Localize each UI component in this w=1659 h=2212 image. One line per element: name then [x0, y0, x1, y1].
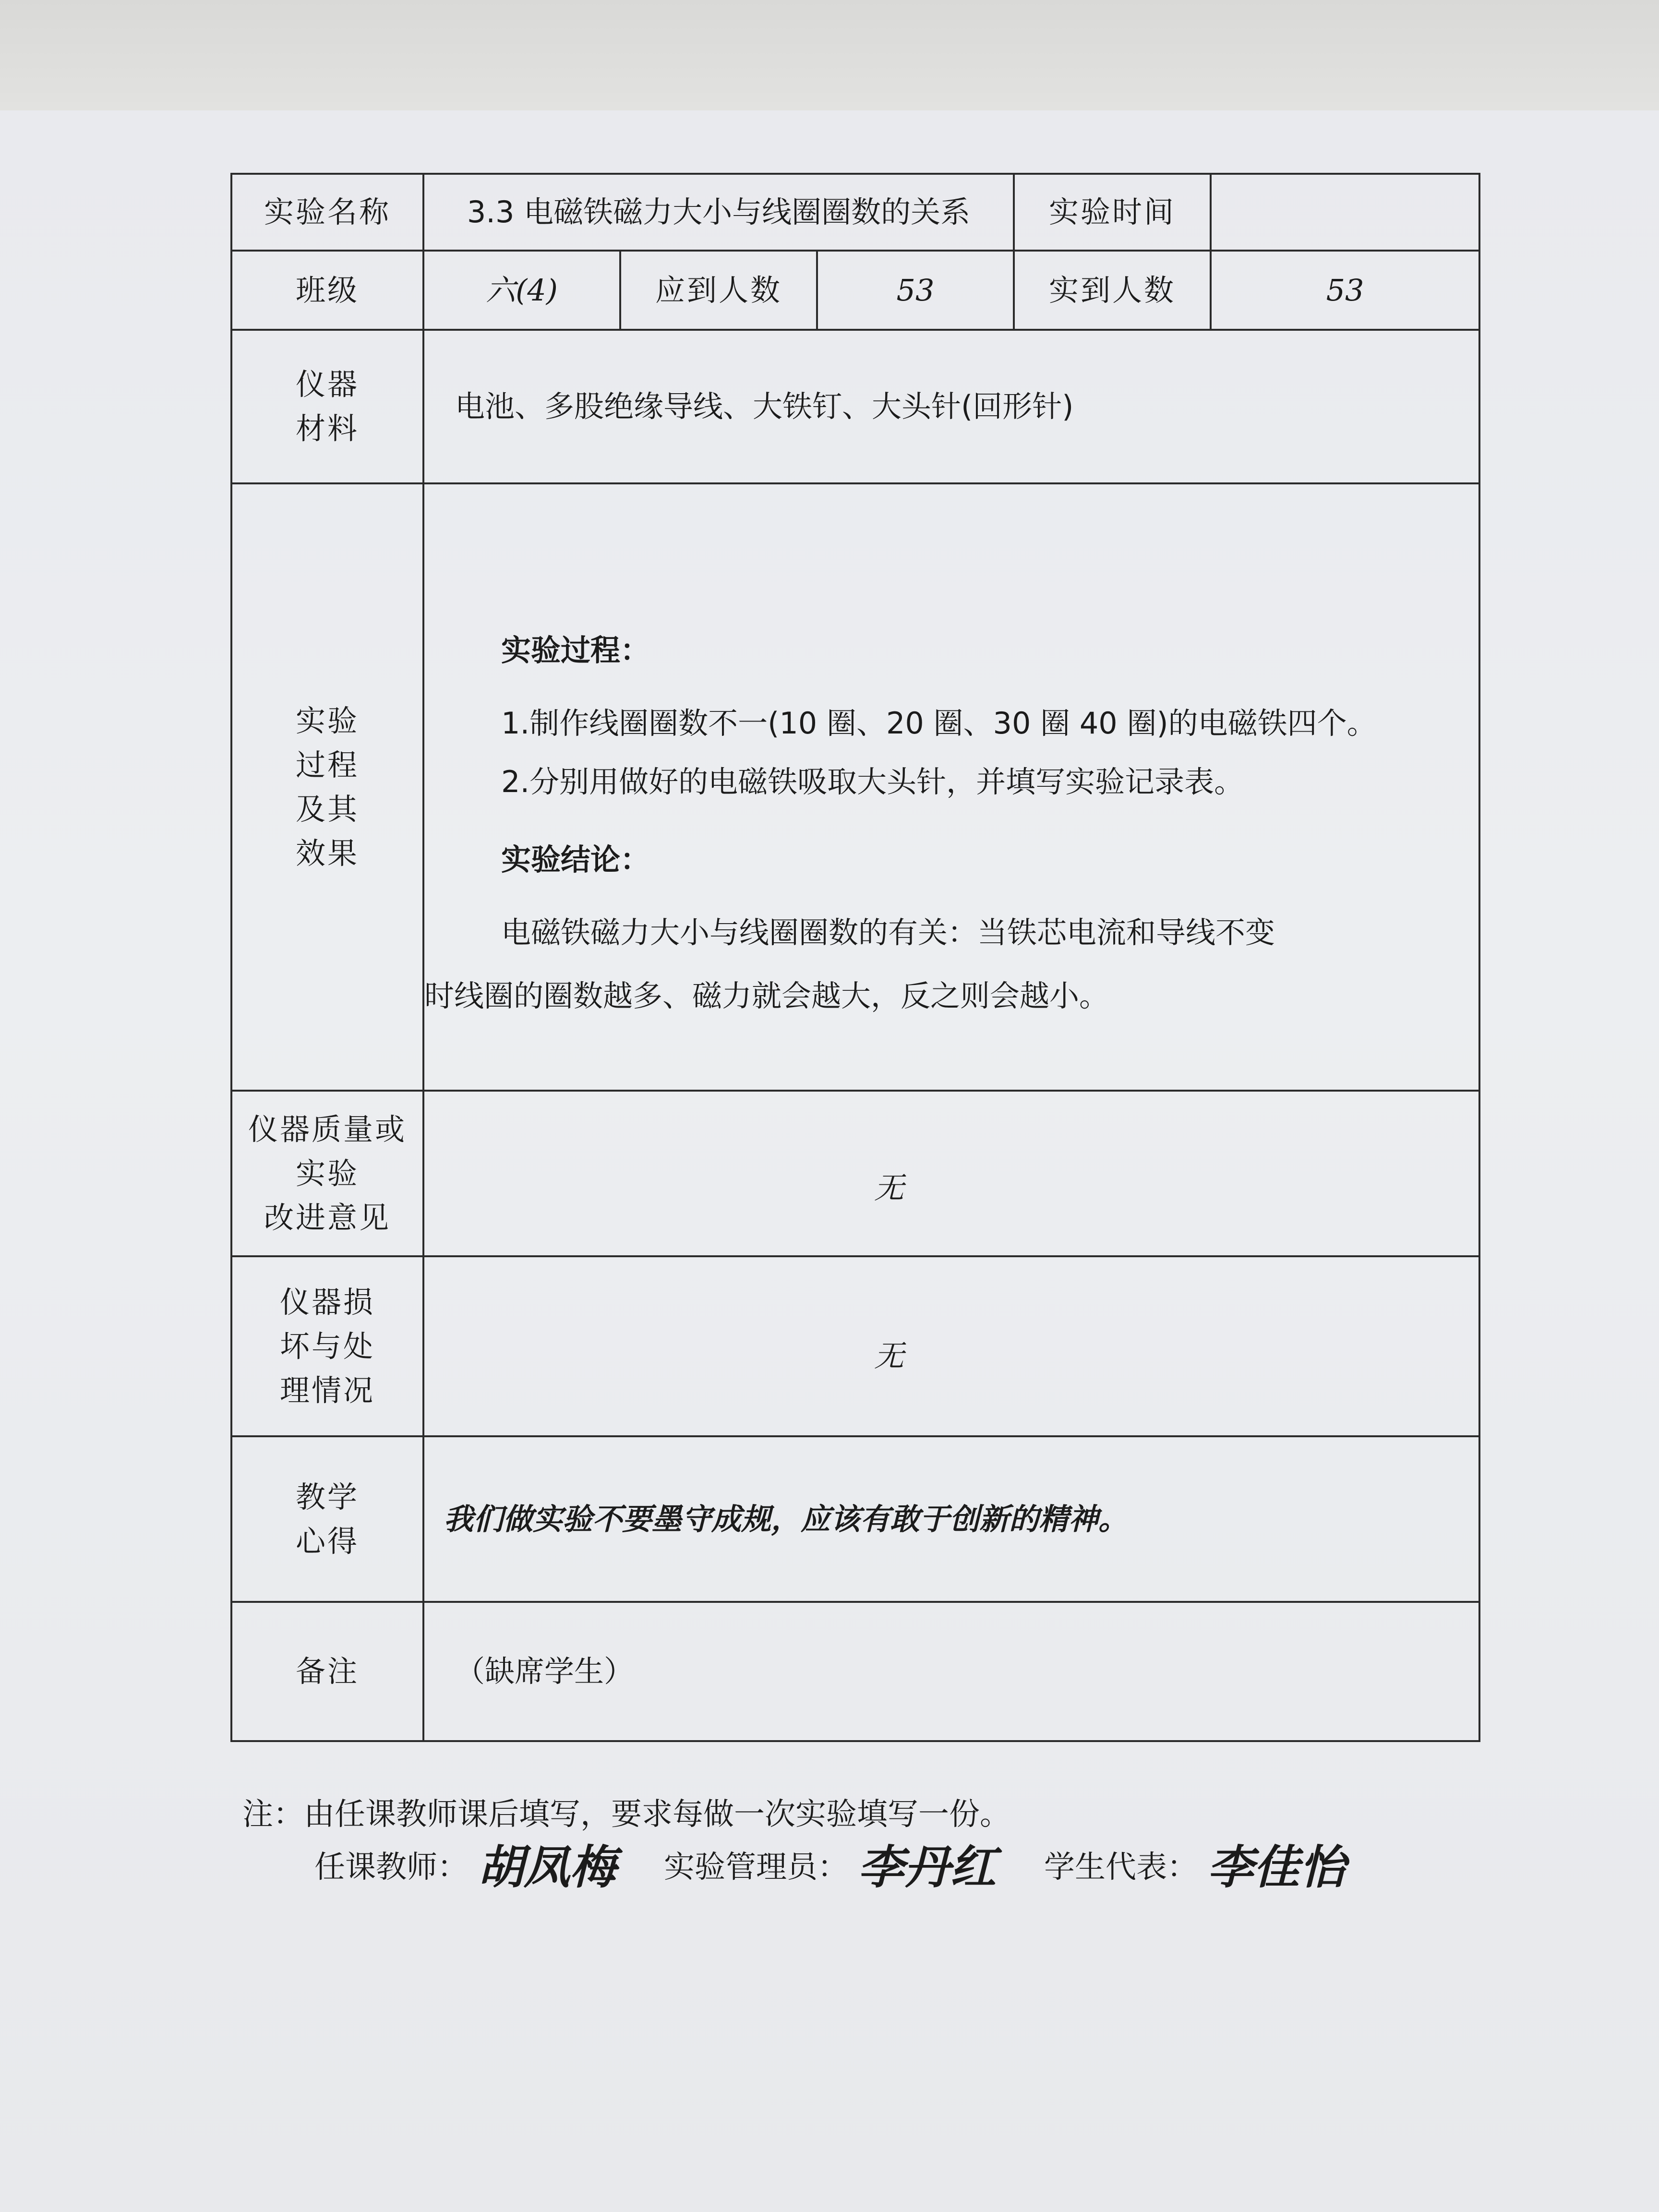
process-label-line: 效果	[295, 835, 359, 871]
process-content	[423, 483, 1479, 1091]
row-damage	[231, 1256, 1479, 1436]
process-label-line: 过程	[295, 747, 359, 782]
experiment-name-value: 3.3 电磁铁磁力大小与线圈圈数的关系	[423, 174, 1014, 251]
actual-count-value: 53	[1211, 251, 1479, 330]
damage-label	[231, 1256, 423, 1436]
remark-label: 备注	[231, 1602, 423, 1741]
quality-value: 无	[423, 1091, 1479, 1256]
actual-count-label: 实到人数	[1014, 251, 1211, 330]
quality-label	[231, 1091, 423, 1256]
conclusion-body	[424, 911, 1464, 1018]
conclusion-line: 时线圈的圈数越多、磁力就会越大，反之则会越小。	[424, 978, 1109, 1013]
damage-label-line: 坏与处	[279, 1328, 375, 1364]
quality-label-line: 改进意见	[264, 1200, 391, 1235]
process-step: 1.制作线圈圈数不一(10 圈、20 圈、30 圈 40 圈)的电磁铁四个。	[501, 705, 1377, 741]
row-process	[231, 483, 1479, 1091]
row-materials	[231, 330, 1479, 483]
note-text: 注：由任课教师课后填写，要求每做一次实验填写一份。	[242, 1797, 1010, 1832]
row-quality	[231, 1091, 1479, 1256]
materials-value: 电池、多股绝缘导线、大铁钉、大头针(回形针)	[423, 330, 1479, 483]
experiment-name-label: 实验名称	[231, 174, 423, 251]
experiment-time-value	[1211, 174, 1479, 251]
conclusion-line: 电磁铁磁力大小与线圈圈数的有关：当铁芯电流和导线不变	[501, 914, 1275, 950]
class-label: 班级	[231, 251, 423, 330]
materials-label-line: 材料	[295, 411, 359, 446]
process-label	[231, 483, 423, 1091]
row-class	[231, 251, 1479, 330]
admin-label: 实验管理员：	[664, 1850, 848, 1885]
signature-row	[314, 1841, 1491, 1894]
teacher-signature: 胡凤梅	[478, 1840, 616, 1894]
damage-label-line: 仪器损	[279, 1284, 375, 1320]
quality-label-line: 仪器质量或	[248, 1111, 407, 1147]
remark-value: （缺席学生）	[423, 1602, 1479, 1741]
conclusion-heading: 实验结论：	[501, 842, 650, 877]
student-label: 学生代表：	[1044, 1850, 1198, 1885]
student-signature: 李佳怡	[1207, 1840, 1346, 1894]
insight-label-line: 教学	[295, 1479, 359, 1515]
quality-label-line: 实验	[295, 1155, 359, 1191]
insight-value: 我们做实验不要墨守成规，应该有敢于创新的精神。	[423, 1436, 1479, 1602]
materials-label-line: 仪器	[295, 367, 359, 402]
row-insight	[231, 1436, 1479, 1602]
expected-count-label: 应到人数	[620, 251, 817, 330]
process-label-line: 实验	[295, 703, 359, 738]
row-experiment-name	[231, 174, 1479, 251]
row-remark	[231, 1602, 1479, 1741]
teacher-label: 任课教师：	[314, 1850, 468, 1885]
damage-label-line: 理情况	[279, 1372, 375, 1408]
experiment-record-table	[230, 173, 1480, 1742]
class-value: 六(4)	[423, 251, 620, 330]
expected-count-value: 53	[817, 251, 1014, 330]
experiment-time-label: 实验时间	[1014, 174, 1211, 251]
process-label-line: 及其	[295, 791, 359, 827]
footer-note	[242, 1788, 1491, 1894]
materials-label	[231, 330, 423, 483]
process-step: 2.分别用做好的电磁铁吸取大头针，并填写实验记录表。	[501, 764, 1244, 799]
admin-signature: 李丹红	[858, 1840, 996, 1894]
damage-value: 无	[423, 1256, 1479, 1436]
insight-label	[231, 1436, 423, 1602]
insight-label-line: 心得	[295, 1523, 359, 1559]
process-heading: 实验过程：	[501, 632, 650, 668]
